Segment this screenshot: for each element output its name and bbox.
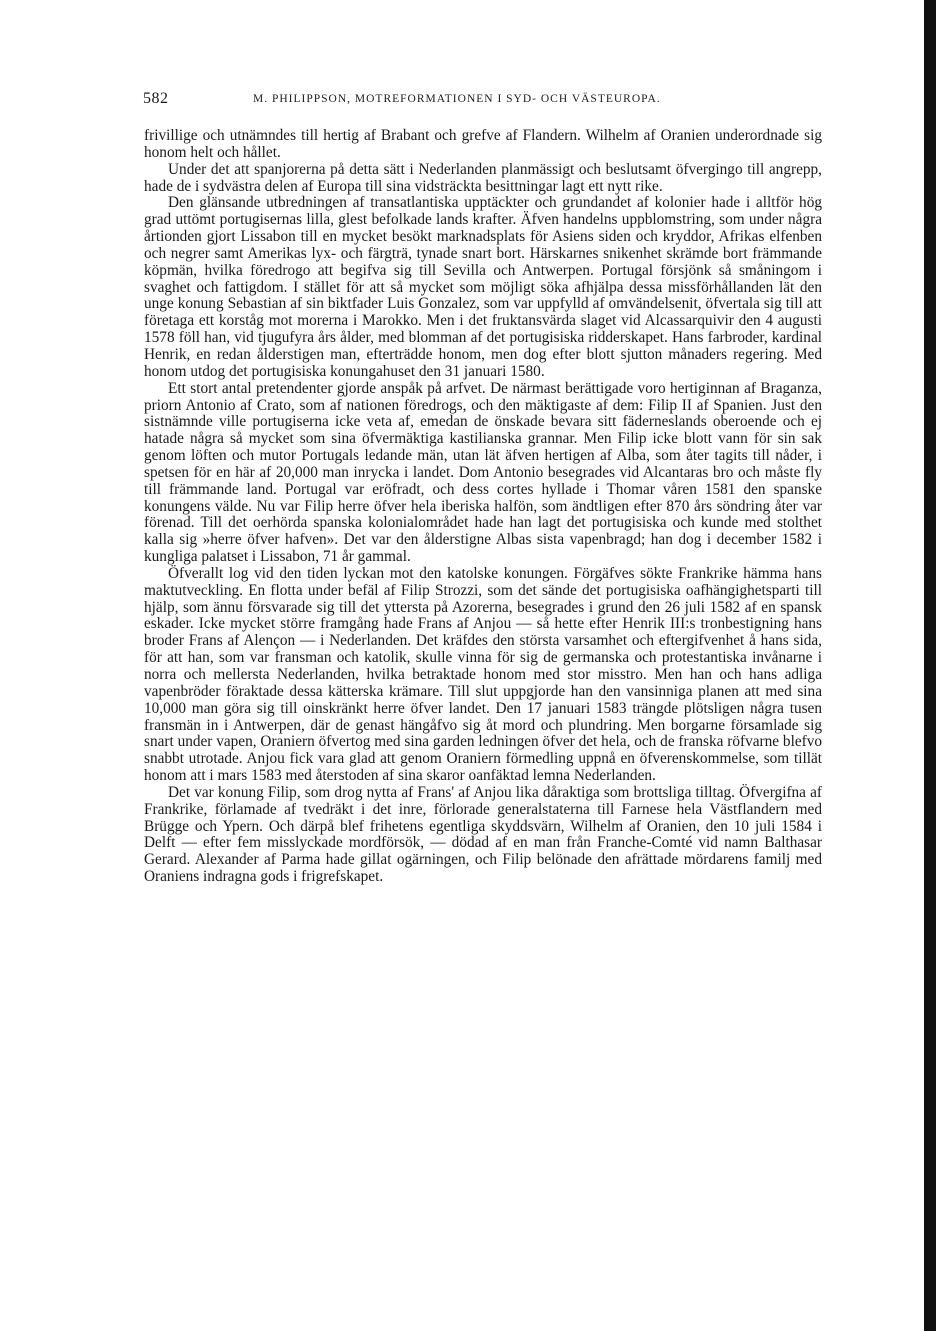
paragraph-fortune: Öfverallt log vid den tiden lyckan mot den katolske konungen. Förgäfves sökte Frankrike hämma hans maktutveckling. En flotta under befäl af Filip Strozzi, som det sände det portugisiska oafhängighetsparti till hjälp, som ännu försvarade sig till det yttersta på Azorerna, besegrades i grund den 26 juli 1582 af en spansk eskader. Icke mycket större framgång hade Frans af Anjou — så hette efter Henrik III:s tronbestigning hans broder Frans af Alençon — i Nederlanden. Det kräfdes den största varsamhet och eftergifvenhet å hans sida, för att han, som var fransman och katolik, skulle vinna för sig de germanska och protestantiska invånarne i norra och mellersta Nederlanden, hvilka betraktade honom med stor misstro. Men han och hans adliga vapenbröder föraktade dessa kätterska krämare. Till slut uppgjorde han den vansinniga planen att med sina 10,000 man göra sig till oinskränkt herre öfver landet. Den 17 januari 1583 trängde plötsligen några tusen fransmän in i Antwerpen, där de genast hängåfvo sig åt mord och plundring. Men borgarne församlade sig snart under vapen, Oraniern öfvertog med sina garden ledningen öfver det hela, och de franska röfvarne blefvo snabbt utrotade. Anjou fick vara glad att genom Oraniern förmedling uppnå en öfverenskommelse, som tillät honom att i mars 1583 med återstoden af sina skaror oanfäktad lemna Nederlanden. [144, 564, 822, 785]
scan-edge-border [924, 0, 936, 1331]
paragraph-orange-murder: Det var konung Filip, som drog nytta af Frans' af Anjou lika dåraktiga som brottsliga tilltag. Öfvergifna af Frankrike, förlamade af tvedräkt i det inre, förlorade generalstaterna till Farnese hela Västflandern med Brügge och Ypern. Och därpå blef frihetens egentliga skyddsvärn, Wilhelm af Oranien, den 10 juli 1584 i Delft — efter fem misslyckade mordförsök, — dödad af en man från Franche-Comté vid namn Balthasar Gerard. Alexander af Parma hade gillat ogärningen, och Filip belönade den afrättade mördarens familj med Oraniens indragna gods i frigrefskapet. [144, 783, 822, 886]
page-header [143, 90, 823, 112]
page-number: 582 [143, 90, 169, 107]
paragraph-continuation: frivillige och utnämndes till hertig af Brabant och grefve af Flandern. Wilhelm af Oranien underordnade sig honom helt och hållet. [144, 127, 822, 161]
paragraph-spanish-conquest: Under det att spanjorerna på detta sätt i Nederlanden planmässigt och beslutsamt öfvergingo till angrepp, hade de i sydvästra delen af Europa till sina vidsträckta besittningar lagt ett nytt rike. [144, 160, 822, 195]
running-head: M. PHILIPPSON, MOTREFORMATIONEN I SYD- OCH VÄSTEUROPA. [253, 93, 661, 105]
paragraph-pretenders: Ett stort antal pretendenter gjorde anspåk på arfvet. De närmast berättigade voro hertiginnan af Braganza, priorn Antonio af Crato, som af nationen föredrogs, och den mäktigaste af dem: Filip II af Spanien. Just den sistnämnde ville portugiserna icke veta af, emedan de önskade bevara sitt fäderneslands oberoende och ej hatade några så mycket som sina öfvermäktiga kastilianska grannar. Men Filip icke blott vann för sin sak genom löften och mutor Portugals ledande män, utan lät äfven hertigen af Alba, som åter tagits till nåder, i spetsen för en här af 20,000 man inrycka i landet. Dom Antonio besegrades vid Alcantaras bro och måste fly till främmande land. Portugal var eröfradt, och dess cortes hyllade i Thomar våren 1581 den spanske konungens välde. Nu var Filip herre öfver hela iberiska halfön, som ändtligen efter 870 års söndring åter var förenad. Till det oerhörda spanska kolonialområdet hade han lagt det portugisiska och kunde med stolthet kalla sig »herre öfver hafven». Det var den ålderstigne Albas sista vapenbragd; han dog i december 1582 i kungliga palatset i Lissabon, 71 år gammal. [144, 379, 822, 566]
body-text [144, 128, 822, 886]
paragraph-portugal-decline: Den glänsande utbredningen af transatlantiska upptäckter och grundandet af kolonier hade i alltför hög grad uttömt portugisernas lilla, glest befolkade lands krafter. Äfven handelns uppblomstring, som under några årtionden gjort Lissabon till en mycket besökt marknadsplats för Asiens siden och kryddor, Afrikas elfenben och negrer samt Amerikas lyx- och färgträ, tynade snart bort. Härskarnes snikenhet skrämde bort främmande köpmän, hvilka föredrogo att begifva sig till Sevilla och Antwerpen. Portugal försjönk så småningom i svaghet och fattigdom. I stället för att så mycket som möjligt söka afhjälpa dessa missförhållanden lät den unge konung Sebastian af sin biktfader Luis Gonzalez, som var uppfylld af omvändelsenit, öfvertala sig till att företaga ett korståg mot morerna i Marokko. Men i det fruktansvärda slaget vid Alcassarquivir den 4 augusti 1578 föll han, vid tjugufyra års ålder, med blomman af det portugisiska ridderskapet. Hans farbroder, kardinal Henrik, en redan ålderstigen man, efterträdde honom, men dog efter blott sjutton månaders regering. Med honom utdog det portugisiska konungahuset den 31 januari 1580. [144, 194, 822, 380]
